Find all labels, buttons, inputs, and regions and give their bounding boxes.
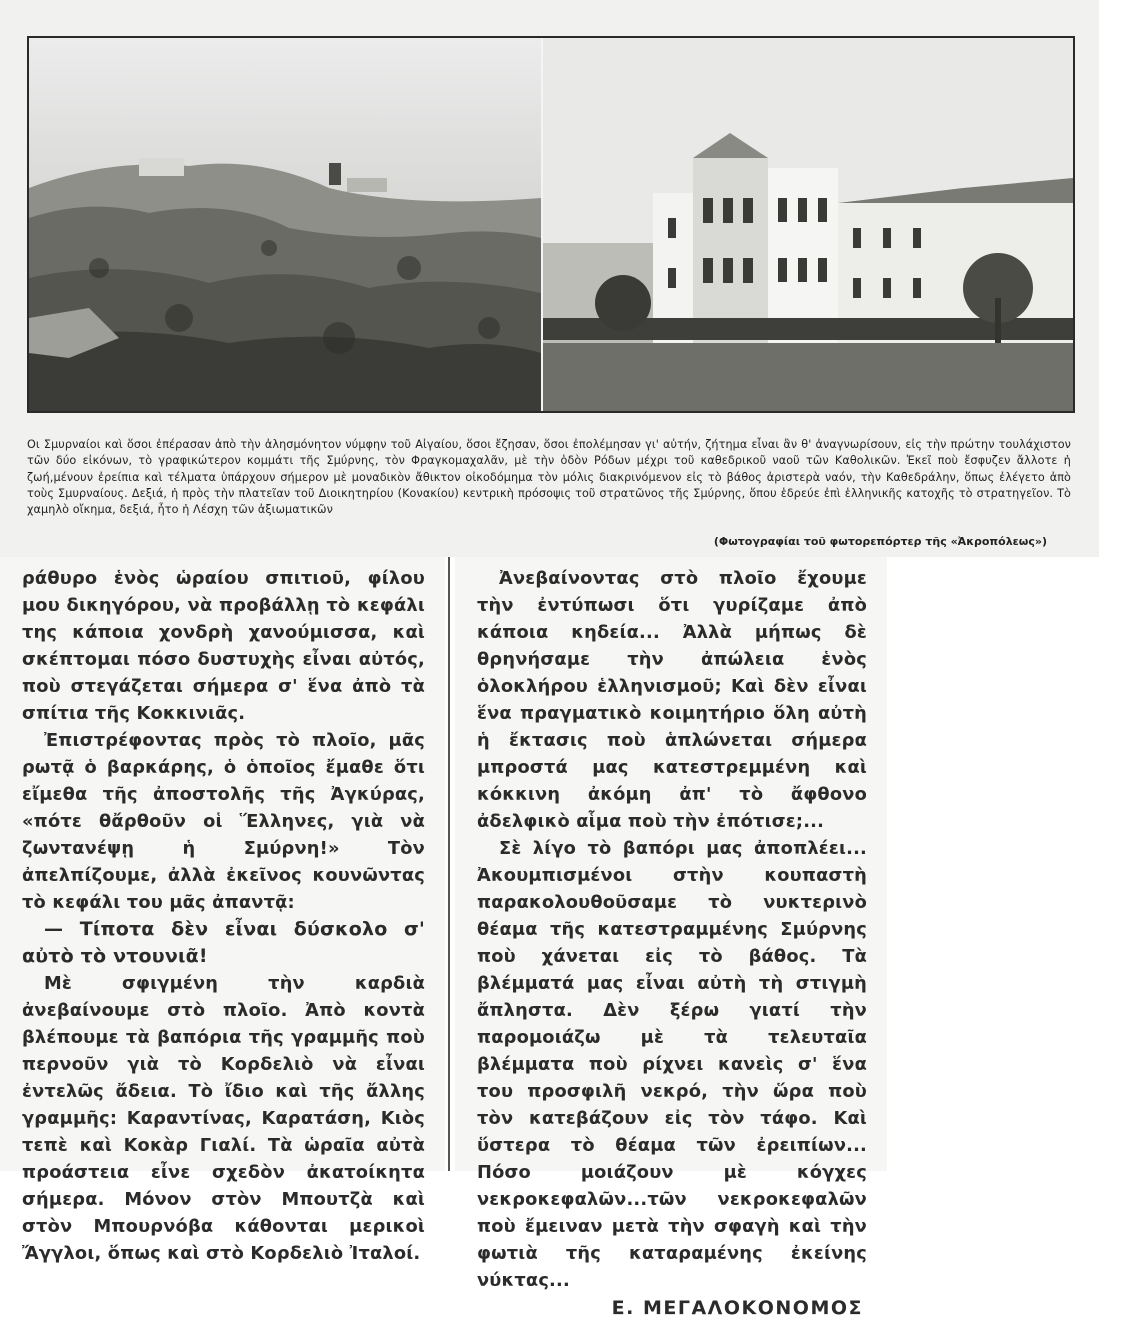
dialogue-line: — Τίποτα δὲν εἶναι δύσκολο σ' αὐτὸ τὸ ντουνιᾶ! [22, 918, 425, 967]
column-text-left [22, 565, 425, 1267]
column-text-right [477, 565, 867, 1322]
column-rule [448, 557, 450, 1171]
paragraph: Ἐπιστρέφοντας πρὸς τὸ πλοῖο, μᾶς ρωτᾷ ὁ βαρκάρης, ὁ ὁποῖος ἔμαθε ὅτι εἴμεθα τῆς ἀποστολῆς τῆς Ἀγκύρας, «πότε θἄρθοῦν οἱ Ἕλληνες, γιὰ νὰ ζωντανέψῃ ἡ Σμύρνη!» Τὸν ἀπελπίζουμε, ἀλλὰ ἐκεῖνος κουνῶντας τὸ κεφάλι του μᾶς ἀπαντᾷ: [22, 730, 425, 913]
article-column-left [0, 557, 445, 1264]
photo-caption: Οι Σμυρναίοι καὶ ὅσοι ἐπέρασαν ἀπὸ τὴν ἀλησμόνητον νύμφην τοῦ Αἰγαίου, ὅσοι ἔζησαν, ὅσοι ἐπολέμησαν γι' αὐτήν, ζήτημα εἶναι ἂν θ' ἀναγνωρίσουν, εἰς τὴν πρώτην τουλάχιστον τῶν δύο εἰκόνων, τὸ γραφικώτερον κομμάτι τῆς Σμύρνης, τὸν Φραγκομαχαλᾶν, μὲ τὴν ὁδὸν Ρόδων μέχρι τοῦ καθεδρικοῦ ναοῦ τῶν Καθολικῶν. Ἐκεῖ ποὺ ἔσφυζεν ἄλλοτε ἡ ζωή,μένουν ἐρείπια καὶ τέλματα ὑπάρχουν σήμερον μὲ μοναδικὸν ἄθικτον οἰκοδόμημα τὸν μόλις διακρινόμενον εἰς τὸ βάθος ἀριστερὰ ναόν, τὴν Καθεδράλην, ὅπως ἐλέγετο ἀπὸ τοὺς Σμυρναίους. Δεξιά, ἡ πρὸς τὴν πλατεῖαν τοῦ Διοικητηρίου (Κονακίου) κεντρικὴ πρόσοψις τοῦ στρατῶνος τῆς Σμύρνης, ὅπου ἑδρεύε ἐπὶ ἑλληνικῆς κατοχῆς τὸ στρατηγεῖον. Τὸ χαμηλὸ οἴκημα, δεξιά, ἦτο ἡ Λέσχη τῶν ἀξιωματικῶν [27, 438, 1071, 517]
photo-pair [27, 36, 1075, 413]
paragraph: ράθυρο ἑνὸς ὡραίου σπιτιοῦ, φίλου μου δικηγόρου, νὰ προβάλλῃ τὸ κεφάλι της κάποια χονδρὴ χανούμισσα, καὶ σκέπτομαι πόσο δυστυχὴς εἶναι αὐτός, ποὺ στεγάζεται σήμερα σ' ἕνα ἀπὸ τὰ σπίτια τῆς Κοκκινιᾶς. [22, 568, 425, 724]
paragraph: Σὲ λίγο τὸ βαπόρι μας ἀποπλέει... Ἀκουμπισμένοι στὴν κουπαστὴ παρακολουθοῦσαμε τὸ νυκτερινὸ θέαμα τῆς κατεστραμμένης Σμύρνης ποὺ χάνεται εἰς τὸ βάθος. Τὰ βλέμματά μας εἶναι αὐτὴ τὴ στιγμὴ ἄπληστα. Δὲν ξέρω γιατί τὴν παρομοιάζω μὲ τὰ τελευταῖα βλέμματα ποὺ ρίχνει κανεὶς σ' ἕνα του προσφιλῆ νεκρό, τὴν ὥρα ποὺ τὸν κατεβάζουν εἰς τὸν τάφο. Καὶ ὕστερα τὸ θέαμα τῶν ἐρειπίων... Πόσο μοιάζουν μὲ κόγχες νεκροκεφαλῶν...τῶν νεκροκεφαλῶν ποὺ ἔμειναν μετὰ τὴν σφαγὴ καὶ τὴν φωτιὰ τῆς καταραμένης ἐκείνης νύκτας... [477, 838, 867, 1291]
photo-credit: (Φωτογραφίαι τοῦ φωτορεπόρτερ τῆς «Ἀκροπόλεως») [713, 535, 1047, 548]
article-column-right [455, 557, 887, 1319]
paragraph: Ἀνεβαίνοντας στὸ πλοῖο ἔχουμε τὴν ἐντύπωσι ὅτι γυρίζαμε ἀπὸ κάποια κηδεία... Ἀλλὰ μήπως δὲ θρηνήσαμε τὴν ἀπώλεια ἑνὸς ὁλοκλήρου ἑλληνισμοῦ; Καὶ δὲν εἶναι ἕνα πραγματικὸ κοιμητήριο ὅλη αὐτὴ ἡ ἔκτασις ποὺ ἁπλώνεται σήμερα μπροστά μας κατεστρεμμένη καὶ κόκκινη ἀκόμη ἀπ' τὸ ἄφθονο ἀδελφικὸ αἷμα ποὺ τὴν ἐπότισε;... [477, 568, 867, 832]
barracks-photo [543, 38, 1073, 411]
column-gap [445, 557, 455, 1171]
paragraph: Μὲ σφιγμένη τὴν καρδιὰ ἀνεβαίνουμε στὸ πλοῖο. Ἀπὸ κοντὰ βλέπουμε τὰ βαπόρια τῆς γραμμῆς ποὺ περνοῦν γιὰ τὸ Κορδελιὸ νὰ εἶναι ἐντελῶς ἄδεια. Τὸ ἴδιο καὶ τῆς ἄλλης γραμμῆς: Καραντίνας, Καρατάση, Κιὸς τεπὲ καὶ Κοκὰρ Γιαλί. Τὰ ὡραῖα αὐτὰ προάστεια εἶνε σχεδὸν ἀκατοίκητα σήμερα. Μόνον στὸν Μπουτζὰ καὶ στὸν Μπουρνόβα κάθονται μερικοὶ Ἄγγλοι, ὅπως καὶ στὸ Κορδελιὸ Ἰταλοί. [22, 973, 425, 1264]
photo-panel [0, 0, 1099, 557]
ruins-photo [29, 38, 541, 411]
author-signature: Ε. ΜΕΓΑΛΟΚΟΝΟΜΟΣ [611, 1297, 863, 1319]
